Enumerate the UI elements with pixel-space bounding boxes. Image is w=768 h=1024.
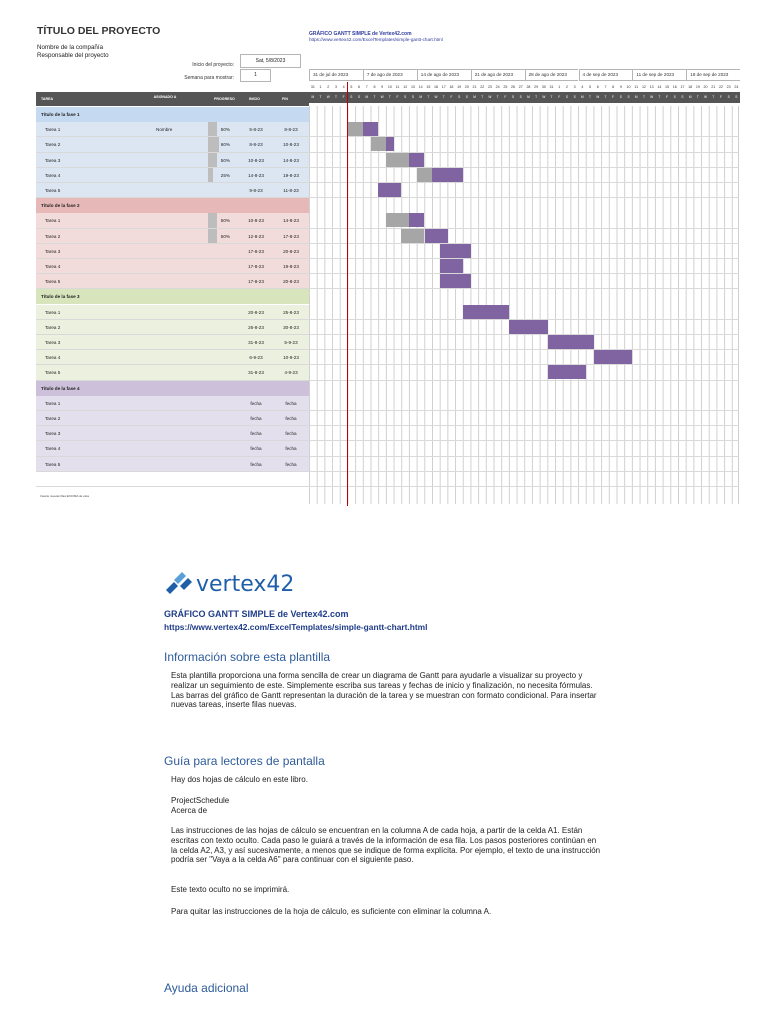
weekday-cell: S bbox=[519, 95, 522, 99]
week-cell: 11 de sep de 2023 bbox=[632, 69, 686, 81]
phase-title-row bbox=[36, 289, 309, 304]
task-name: Tarea 1 bbox=[45, 400, 61, 406]
progress-cell bbox=[208, 122, 230, 137]
task-start: 17-8-23 bbox=[248, 248, 264, 254]
weekday-cell: M bbox=[634, 95, 638, 99]
table-row[interactable] bbox=[36, 122, 309, 137]
day-cell: 15 bbox=[426, 85, 431, 89]
day-cell: 22 bbox=[480, 85, 485, 89]
logo-mark-icon bbox=[166, 572, 192, 594]
weekday-cell: S bbox=[511, 95, 515, 99]
gantt-progress-bar bbox=[386, 213, 409, 227]
day-cell: 11 bbox=[395, 85, 400, 89]
task-end: 19-8-23 bbox=[283, 264, 299, 269]
progress-text: 25% bbox=[220, 172, 230, 178]
task-name: Tarea 2 bbox=[45, 324, 61, 330]
gantt-progress-bar bbox=[417, 168, 432, 182]
weekday-cell: S bbox=[573, 95, 576, 99]
gantt-progress-bar bbox=[386, 153, 409, 167]
day-cell: 11 bbox=[634, 85, 639, 89]
day-cell: 24 bbox=[734, 85, 739, 89]
reader-p1: Hay dos hojas de cálculo en este libro. bbox=[171, 775, 308, 784]
task-start: fecha bbox=[250, 400, 262, 406]
template-link-title: GRÁFICO GANTT SIMPLE de Vertex42.com bbox=[309, 31, 412, 37]
weekday-cell: T bbox=[550, 95, 553, 99]
task-start: fecha bbox=[250, 461, 262, 467]
gantt-bar bbox=[378, 183, 401, 197]
task-end: 17-8-23 bbox=[283, 233, 299, 239]
gantt-bar bbox=[463, 305, 509, 319]
help-heading: Ayuda adicional bbox=[164, 981, 249, 995]
day-cell: 17 bbox=[680, 85, 685, 89]
task-start: 14-8-23 bbox=[248, 172, 264, 178]
task-name: Tarea 3 bbox=[45, 340, 61, 345]
weekday-cell: F bbox=[504, 95, 507, 99]
week-label: Semana para mostrar: bbox=[184, 75, 234, 81]
weekday-cell: S bbox=[411, 95, 414, 99]
task-name: Tarea 1 bbox=[45, 127, 61, 133]
task-end: fecha bbox=[285, 400, 297, 406]
table-row[interactable] bbox=[36, 305, 309, 320]
day-cell: 10 bbox=[387, 85, 392, 89]
table-row[interactable] bbox=[36, 365, 309, 380]
gantt-progress-bar bbox=[371, 137, 386, 151]
task-name: Tarea 4 bbox=[45, 264, 61, 269]
weekday-cell: W bbox=[488, 95, 492, 99]
gantt-bar bbox=[440, 259, 463, 273]
day-cell: 29 bbox=[534, 85, 539, 89]
task-name: Tarea 2 bbox=[45, 416, 61, 421]
row-divider bbox=[36, 486, 739, 487]
task-end: fecha bbox=[285, 461, 297, 467]
day-cell: 14 bbox=[657, 85, 662, 89]
table-row[interactable] bbox=[36, 137, 309, 152]
table-row[interactable] bbox=[36, 426, 309, 441]
phase-title: Título de la fase 3 bbox=[41, 294, 80, 300]
week-cell: 14 de ago de 2023 bbox=[417, 69, 471, 81]
weekday-cell: S bbox=[565, 95, 568, 99]
task-assigned: Nombre bbox=[156, 127, 173, 133]
weekday-cell: T bbox=[442, 95, 445, 99]
phase-title-row bbox=[36, 198, 309, 213]
weekday-cell: S bbox=[727, 95, 730, 99]
day-cell: 12 bbox=[641, 85, 646, 89]
gantt-bar bbox=[548, 335, 594, 349]
task-end: fecha bbox=[285, 431, 297, 437]
task-name: Tarea 2 bbox=[45, 233, 61, 239]
project-title: TÍTULO DEL PROYECTO bbox=[37, 25, 161, 37]
day-cell: 4 bbox=[581, 85, 584, 89]
progress-cell bbox=[208, 137, 230, 152]
task-start: fecha bbox=[250, 431, 262, 437]
weekday-cell: T bbox=[696, 95, 699, 99]
weekday-cell: S bbox=[673, 95, 676, 99]
day-cell: 18 bbox=[688, 85, 693, 89]
day-cell: 23 bbox=[487, 85, 492, 89]
reader-p3: Las instrucciones de las hojas de cálculo se encuentran en la columna A de cada hoja, a partir de la celda A1. Están escritas con texto oculto. Cada paso le guiará a través de la información de esa fila. Los pasos posteriores continúan en la celda A2, A3, y así sucesivamente, a menos que se indique de forma explícita. Por ejemplo, el texto de una instrucción podría ser "Vaya a la celda A6" para continuar con el siguiente paso. bbox=[171, 826, 601, 865]
weekday-cell: S bbox=[465, 95, 468, 99]
table-row[interactable] bbox=[36, 396, 309, 411]
task-end: 10-8-23 bbox=[283, 142, 299, 148]
reader-p4: Este texto oculto no se imprimirá. bbox=[171, 885, 290, 894]
table-row[interactable] bbox=[36, 441, 309, 456]
progress-text: 50% bbox=[220, 157, 230, 163]
weekday-cell: M bbox=[311, 95, 315, 99]
weekday-cell: T bbox=[712, 95, 715, 99]
day-cell: 8 bbox=[612, 85, 615, 89]
weekday-cell: F bbox=[342, 95, 345, 99]
day-cell: 21 bbox=[711, 85, 716, 89]
task-end: 14-8-23 bbox=[283, 157, 299, 163]
weekday-cell: W bbox=[542, 95, 546, 99]
day-cell: 14 bbox=[418, 85, 423, 89]
gantt-progress-bar bbox=[348, 122, 363, 136]
weekday-cell: F bbox=[450, 95, 453, 99]
gantt-bar bbox=[548, 365, 587, 379]
task-end: 8-8-23 bbox=[284, 127, 298, 133]
day-cell: 9 bbox=[619, 85, 622, 89]
weekday-cell: F bbox=[612, 95, 615, 99]
day-cell: 18 bbox=[449, 85, 454, 89]
task-name: Tarea 4 bbox=[45, 172, 61, 178]
table-row[interactable] bbox=[36, 229, 309, 244]
col-task: TAREA bbox=[41, 97, 54, 101]
task-start: 10-8-23 bbox=[248, 157, 264, 163]
progress-text: 60% bbox=[220, 142, 230, 148]
task-end: 14-8-23 bbox=[283, 218, 299, 224]
day-cell: 19 bbox=[457, 85, 462, 89]
col-progress: PROGRESO bbox=[214, 97, 235, 101]
day-cell: 23 bbox=[726, 85, 731, 89]
weekday-cell: T bbox=[481, 95, 484, 99]
day-cell: 28 bbox=[526, 85, 531, 89]
task-end: 10-9-23 bbox=[283, 355, 299, 361]
gantt-bar bbox=[425, 229, 448, 243]
day-cell: 6 bbox=[596, 85, 599, 89]
weekday-cell: S bbox=[404, 95, 407, 99]
week-field[interactable]: 1 bbox=[240, 69, 271, 82]
week-cell: 21 de ago de 2023 bbox=[471, 69, 525, 81]
task-end: 25-8-23 bbox=[283, 309, 299, 315]
day-cell: 7 bbox=[604, 85, 607, 89]
weekday-cell: S bbox=[357, 95, 361, 99]
weekday-cell: T bbox=[642, 95, 645, 99]
today-marker bbox=[347, 82, 348, 506]
gantt-bar bbox=[594, 350, 633, 364]
task-start: 8-8-23 bbox=[249, 142, 263, 148]
table-row[interactable] bbox=[36, 350, 309, 365]
table-header bbox=[36, 92, 309, 106]
weekday-cell: F bbox=[719, 95, 722, 99]
weekday-cell: M bbox=[527, 95, 530, 99]
task-start: fecha bbox=[250, 446, 262, 452]
task-end: 20-8-23 bbox=[283, 279, 299, 285]
day-cell: 1 bbox=[558, 85, 561, 89]
weekday-cell: W bbox=[434, 95, 438, 99]
table-row[interactable] bbox=[36, 153, 309, 168]
task-name: Tarea 5 bbox=[45, 279, 61, 285]
phase-title-row bbox=[36, 107, 309, 122]
weekday-cell: W bbox=[596, 95, 600, 99]
task-name: Tarea 5 bbox=[45, 370, 61, 376]
reader-sheet-1: ProjectSchedule bbox=[171, 796, 230, 805]
weekday-cell: F bbox=[396, 95, 399, 99]
task-start: 10-8-23 bbox=[248, 218, 264, 224]
start-label: Inicio del proyecto: bbox=[192, 62, 234, 68]
task-start: 6-9-23 bbox=[249, 355, 263, 361]
gantt-bar bbox=[386, 137, 394, 151]
template-link-url[interactable]: https://www.vertex42.com/ExcelTemplates/simple-gantt-chart.html bbox=[309, 37, 443, 42]
day-cell: 25 bbox=[503, 85, 508, 89]
gantt-bar bbox=[409, 153, 424, 167]
day-cell: 24 bbox=[495, 85, 500, 89]
day-cell: 12 bbox=[403, 85, 408, 89]
project-manager: Responsable del proyecto bbox=[37, 52, 109, 59]
task-name: Tarea 1 bbox=[45, 309, 61, 315]
table-row[interactable] bbox=[36, 168, 309, 183]
task-name: Tarea 5 bbox=[45, 461, 61, 467]
vertex42-logo bbox=[164, 568, 294, 598]
task-name: Tarea 2 bbox=[45, 142, 61, 148]
gantt-bar bbox=[409, 213, 424, 227]
table-row[interactable] bbox=[36, 335, 309, 350]
weekday-cell: T bbox=[535, 95, 538, 99]
day-cell: 13 bbox=[649, 85, 654, 89]
day-cell: 30 bbox=[541, 85, 546, 89]
day-cell: 3 bbox=[334, 85, 337, 89]
weekday-cell: T bbox=[427, 95, 430, 99]
weekday-cell: S bbox=[350, 95, 353, 99]
company-block bbox=[37, 44, 109, 60]
row-divider bbox=[36, 471, 739, 472]
start-date-field[interactable]: Sat, 5/8/2023 bbox=[240, 54, 301, 68]
col-assigned: ASIGNADO A bbox=[153, 95, 177, 99]
table-row[interactable] bbox=[36, 274, 309, 289]
phase-title: Título de la fase 2 bbox=[41, 203, 80, 209]
reader-sheet-2: Acerca de bbox=[171, 806, 208, 815]
task-end: 11-8-23 bbox=[283, 188, 299, 193]
task-name: Tarea 4 bbox=[45, 446, 61, 452]
day-cell: 16 bbox=[434, 85, 439, 89]
day-cell: 20 bbox=[464, 85, 469, 89]
progress-text: 50% bbox=[220, 233, 230, 239]
weekday-cell: W bbox=[380, 95, 384, 99]
week-cell: 4 de sep de 2023 bbox=[579, 69, 633, 81]
weekday-cell: M bbox=[688, 95, 692, 99]
day-cell: 4 bbox=[342, 85, 345, 89]
weekday-cell: T bbox=[388, 95, 391, 99]
info-heading: Información sobre esta plantilla bbox=[164, 650, 331, 664]
day-cell: 13 bbox=[410, 85, 415, 89]
gantt-bar bbox=[363, 122, 378, 136]
weekday-header bbox=[309, 92, 740, 103]
task-end: fecha bbox=[285, 416, 297, 421]
progress-cell bbox=[208, 153, 230, 168]
logo-text: vertex42 bbox=[196, 572, 294, 597]
week-cell: 28 de ago de 2023 bbox=[525, 69, 579, 81]
weekday-cell: W bbox=[326, 95, 330, 99]
weekday-cell: M bbox=[473, 95, 476, 99]
task-start: 5-8-23 bbox=[249, 127, 263, 133]
task-end: fecha bbox=[285, 446, 297, 452]
task-start: 12-8-23 bbox=[248, 233, 264, 239]
table-row[interactable] bbox=[36, 259, 309, 274]
gantt-bar bbox=[440, 274, 471, 288]
day-cell: 20 bbox=[703, 85, 708, 89]
task-end: 4-9-23 bbox=[284, 370, 298, 376]
doc-link-url[interactable]: https://www.vertex42.com/ExcelTemplates/simple-gantt-chart.html bbox=[164, 622, 428, 632]
task-start: 20-8-23 bbox=[248, 309, 264, 315]
weekday-cell: F bbox=[558, 95, 561, 99]
weekday-cell: W bbox=[650, 95, 654, 99]
day-cell: 10 bbox=[626, 85, 631, 89]
day-cell: 31 bbox=[549, 85, 554, 89]
task-start: 9-8-23 bbox=[249, 188, 263, 193]
task-name: Tarea 4 bbox=[45, 355, 61, 361]
progress-cell bbox=[208, 168, 230, 183]
phase-title: Título de la fase 1 bbox=[41, 112, 80, 117]
day-cell: 16 bbox=[672, 85, 677, 89]
weekday-cell: T bbox=[589, 95, 591, 99]
day-cell: 3 bbox=[573, 85, 576, 89]
gantt-grid bbox=[309, 106, 739, 504]
task-start: 26-8-23 bbox=[248, 324, 264, 330]
doc-link-title: GRÁFICO GANTT SIMPLE de Vertex42.com bbox=[164, 609, 349, 619]
task-name: Tarea 3 bbox=[45, 431, 61, 437]
reader-heading: Guía para lectores de pantalla bbox=[164, 754, 325, 768]
day-cell: 21 bbox=[472, 85, 477, 89]
weekday-cell: S bbox=[681, 95, 684, 99]
weekday-cell: T bbox=[334, 95, 337, 99]
week-cell: 7 de ago de 2023 bbox=[363, 69, 417, 81]
task-name: Tarea 5 bbox=[45, 188, 61, 193]
week-cell: 31 de jul de 2023 bbox=[309, 69, 363, 81]
table-row[interactable] bbox=[36, 183, 309, 198]
progress-text: 50% bbox=[220, 127, 230, 133]
phase-title: Título de la fase 4 bbox=[41, 385, 80, 391]
weekday-cell: S bbox=[627, 95, 630, 99]
table-row[interactable] bbox=[36, 213, 309, 228]
day-cell: 26 bbox=[511, 85, 516, 89]
day-cell: 19 bbox=[695, 85, 700, 89]
task-start: fecha bbox=[250, 416, 262, 421]
day-cell: 1 bbox=[319, 85, 322, 89]
weekday-cell: T bbox=[496, 95, 499, 99]
weekday-cell: M bbox=[581, 95, 584, 99]
day-cell: 22 bbox=[718, 85, 723, 89]
insert-note: Inserte nuevas filas ENCIMA de ésta bbox=[40, 494, 89, 498]
table-row[interactable] bbox=[36, 457, 309, 472]
day-cell: 27 bbox=[518, 85, 523, 89]
table-row[interactable] bbox=[36, 244, 309, 259]
progress-cell bbox=[208, 229, 230, 244]
day-cell: 7 bbox=[365, 85, 368, 89]
gantt-bar bbox=[509, 320, 548, 334]
task-end: 20-8-23 bbox=[283, 248, 299, 254]
company-name: Nombre de la compañía bbox=[37, 44, 104, 51]
weekday-cell: S bbox=[458, 95, 461, 99]
day-cell: 6 bbox=[358, 85, 361, 89]
day-cell: 31 bbox=[310, 85, 315, 89]
task-start: 31-8-23 bbox=[248, 370, 264, 376]
task-name: Tarea 3 bbox=[45, 157, 61, 163]
weekday-cell: S bbox=[619, 95, 622, 99]
gantt-progress-bar bbox=[401, 229, 424, 243]
weekday-cell: T bbox=[658, 95, 661, 99]
progress-text: 50% bbox=[220, 218, 230, 224]
reader-p5: Para quitar las instrucciones de la hoja de cálculo, es suficiente con eliminar la columna A. bbox=[171, 907, 492, 916]
task-start: 31-8-23 bbox=[248, 340, 264, 345]
task-end: 30-8-23 bbox=[283, 324, 299, 330]
weekday-cell: T bbox=[604, 95, 607, 99]
task-start: 17-8-23 bbox=[248, 264, 264, 269]
col-end: FIN bbox=[282, 97, 288, 101]
day-cell: 8 bbox=[373, 85, 376, 89]
day-cell: 5 bbox=[350, 85, 353, 89]
gantt-bar bbox=[440, 244, 471, 258]
day-cell: 5 bbox=[589, 85, 592, 89]
week-cell: 18 de sep de 2023 bbox=[686, 69, 740, 81]
weekday-cell: M bbox=[365, 95, 369, 99]
weekday-cell: T bbox=[319, 95, 322, 99]
weekday-cell: W bbox=[704, 95, 708, 99]
col-start: INICIO bbox=[249, 97, 260, 101]
task-name: Tarea 1 bbox=[45, 218, 61, 224]
table-row[interactable] bbox=[36, 320, 309, 335]
table-row[interactable] bbox=[36, 411, 309, 426]
task-end: 19-8-23 bbox=[283, 172, 299, 178]
phase-title-row bbox=[36, 381, 309, 396]
day-cell: 15 bbox=[665, 85, 670, 89]
weekday-cell: F bbox=[666, 95, 668, 99]
day-cell: 17 bbox=[441, 85, 446, 89]
gantt-bar bbox=[432, 168, 463, 182]
task-end: 5-9-23 bbox=[284, 340, 298, 345]
day-cell: 9 bbox=[381, 85, 384, 89]
day-cell: 2 bbox=[327, 85, 330, 89]
task-start: 17-8-23 bbox=[248, 279, 264, 285]
weekday-cell: T bbox=[373, 95, 376, 99]
weekday-cell: M bbox=[419, 95, 422, 99]
weekday-cell: S bbox=[735, 95, 738, 99]
info-text: Esta plantilla proporciona una forma sencilla de crear un diagrama de Gantt para ayudarle a visualizar su proyecto y realizar un seguimiento de este. Simplemente escriba sus tareas y fechas de inicio y finalización, no necesita fórmulas. Las barras del gráfico de Gantt representan la duración de la tarea y se muestran con formato condicional. Para insertar nuevas tareas, inserte filas nuevas. bbox=[171, 671, 597, 710]
day-cell: 2 bbox=[565, 85, 568, 89]
task-name: Tarea 3 bbox=[45, 248, 61, 254]
progress-cell bbox=[208, 213, 230, 228]
